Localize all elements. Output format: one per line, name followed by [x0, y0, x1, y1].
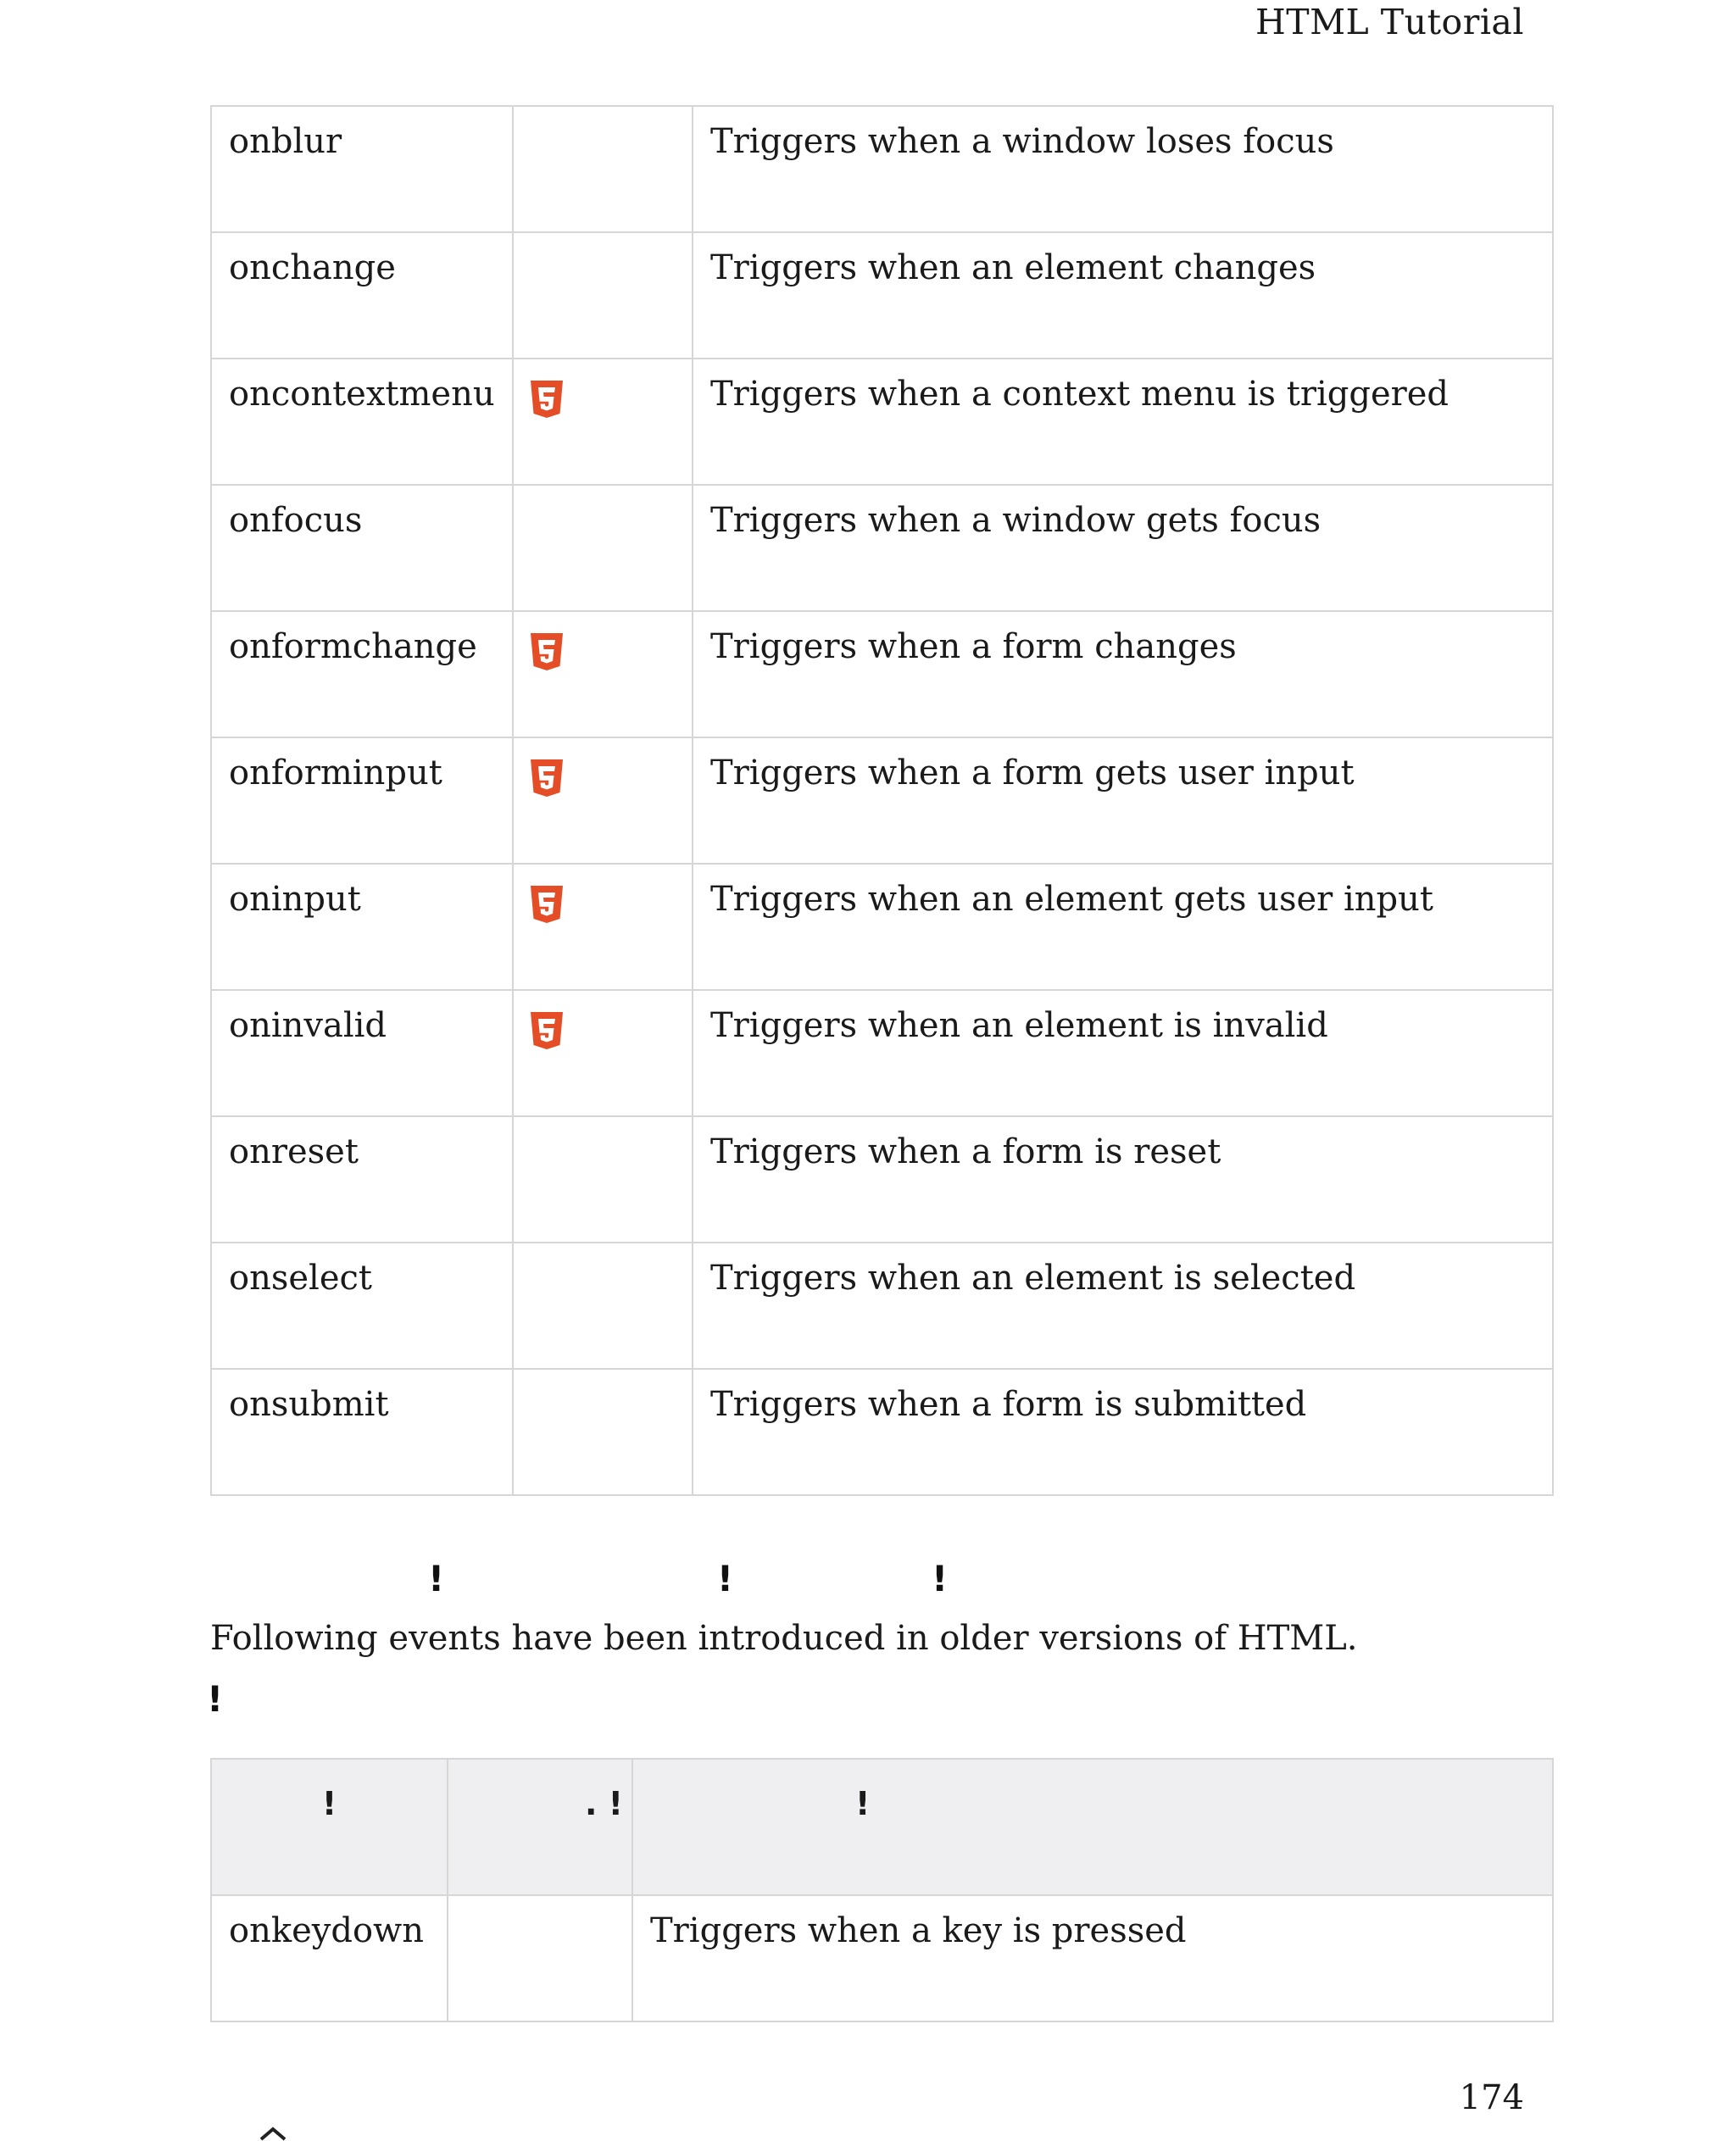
event-name-cell: onchange: [211, 232, 513, 359]
version-badge-cell: [513, 232, 693, 359]
html5-icon: [529, 380, 565, 419]
event-name-cell: onreset: [211, 1116, 513, 1243]
header-cell-description: !: [632, 1759, 1553, 1895]
html5-icon: [529, 1011, 565, 1050]
event-description-cell: Triggers when a key is pressed: [632, 1895, 1553, 2021]
table-row: [211, 1369, 1553, 1495]
event-description-cell: Triggers when a form is submitted: [693, 1369, 1553, 1495]
version-badge-cell: [513, 1369, 693, 1495]
table-header-row: [211, 1759, 1553, 1895]
table-row: [211, 485, 1553, 611]
event-name-cell: onforminput: [211, 737, 513, 864]
version-badge-cell: [448, 1895, 632, 2021]
version-badge-cell: [513, 737, 693, 864]
page-number: 174: [1459, 2078, 1524, 2117]
table-row: [211, 359, 1553, 485]
table-row: [211, 1895, 1553, 2021]
table-row: [211, 232, 1553, 359]
version-badge-cell: [513, 1243, 693, 1369]
table-row: [211, 611, 1553, 737]
event-name-cell: oncontextmenu: [211, 359, 513, 485]
event-description-cell: Triggers when a form is reset: [693, 1116, 1553, 1243]
event-description-cell: Triggers when an element is invalid: [693, 990, 1553, 1116]
html5-events-table: [210, 105, 1554, 1496]
event-name-cell: onkeydown: [211, 1895, 448, 2021]
html5-icon: [529, 632, 565, 671]
event-name-cell: oninvalid: [211, 990, 513, 1116]
event-description-cell: Triggers when a window gets focus: [693, 485, 1553, 611]
html5-events-table-body: [211, 106, 1553, 1495]
event-description-cell: Triggers when a form changes: [693, 611, 1553, 737]
event-description-cell: Triggers when a window loses focus: [693, 106, 1553, 232]
version-badge-cell: [513, 990, 693, 1116]
version-badge-cell: [513, 864, 693, 990]
event-description-cell: Triggers when an element gets user input: [693, 864, 1553, 990]
older-events-table-body: [211, 1895, 1553, 2021]
header-cell-attribute: !: [211, 1759, 448, 1895]
table-row: [211, 864, 1553, 990]
event-description-cell: Triggers when a form gets user input: [693, 737, 1553, 864]
event-name-cell: onselect: [211, 1243, 513, 1369]
caret-up-icon: [256, 2124, 290, 2141]
subheading-artifact: !: [207, 1678, 224, 1720]
version-badge-cell: [513, 485, 693, 611]
version-badge-cell: [513, 359, 693, 485]
html5-icon: [529, 885, 565, 924]
event-name-cell: onfocus: [211, 485, 513, 611]
html5-icon: [529, 759, 565, 798]
table-row: [211, 737, 1553, 864]
event-description-cell: Triggers when an element changes: [693, 232, 1553, 359]
event-description-cell: Triggers when a context menu is triggered: [693, 359, 1553, 485]
section-heading-artifacts: ! ! !: [428, 1558, 949, 1599]
event-description-cell: Triggers when an element is selected: [693, 1243, 1553, 1369]
event-name-cell: onsubmit: [211, 1369, 513, 1495]
event-name-cell: onformchange: [211, 611, 513, 737]
version-badge-cell: [513, 1116, 693, 1243]
running-header-title: HTML Tutorial: [1255, 2, 1524, 42]
table-row: [211, 990, 1553, 1116]
section-intro-text: Following events have been introduced in older versions of HTML.: [210, 1619, 1358, 1658]
table-row: [211, 1116, 1553, 1243]
table-row: [211, 1243, 1553, 1369]
event-name-cell: onblur: [211, 106, 513, 232]
table-row: [211, 106, 1553, 232]
version-badge-cell: [513, 611, 693, 737]
version-badge-cell: [513, 106, 693, 232]
event-name-cell: oninput: [211, 864, 513, 990]
header-cell-version: . !: [448, 1759, 632, 1895]
older-events-table: [210, 1758, 1554, 2022]
